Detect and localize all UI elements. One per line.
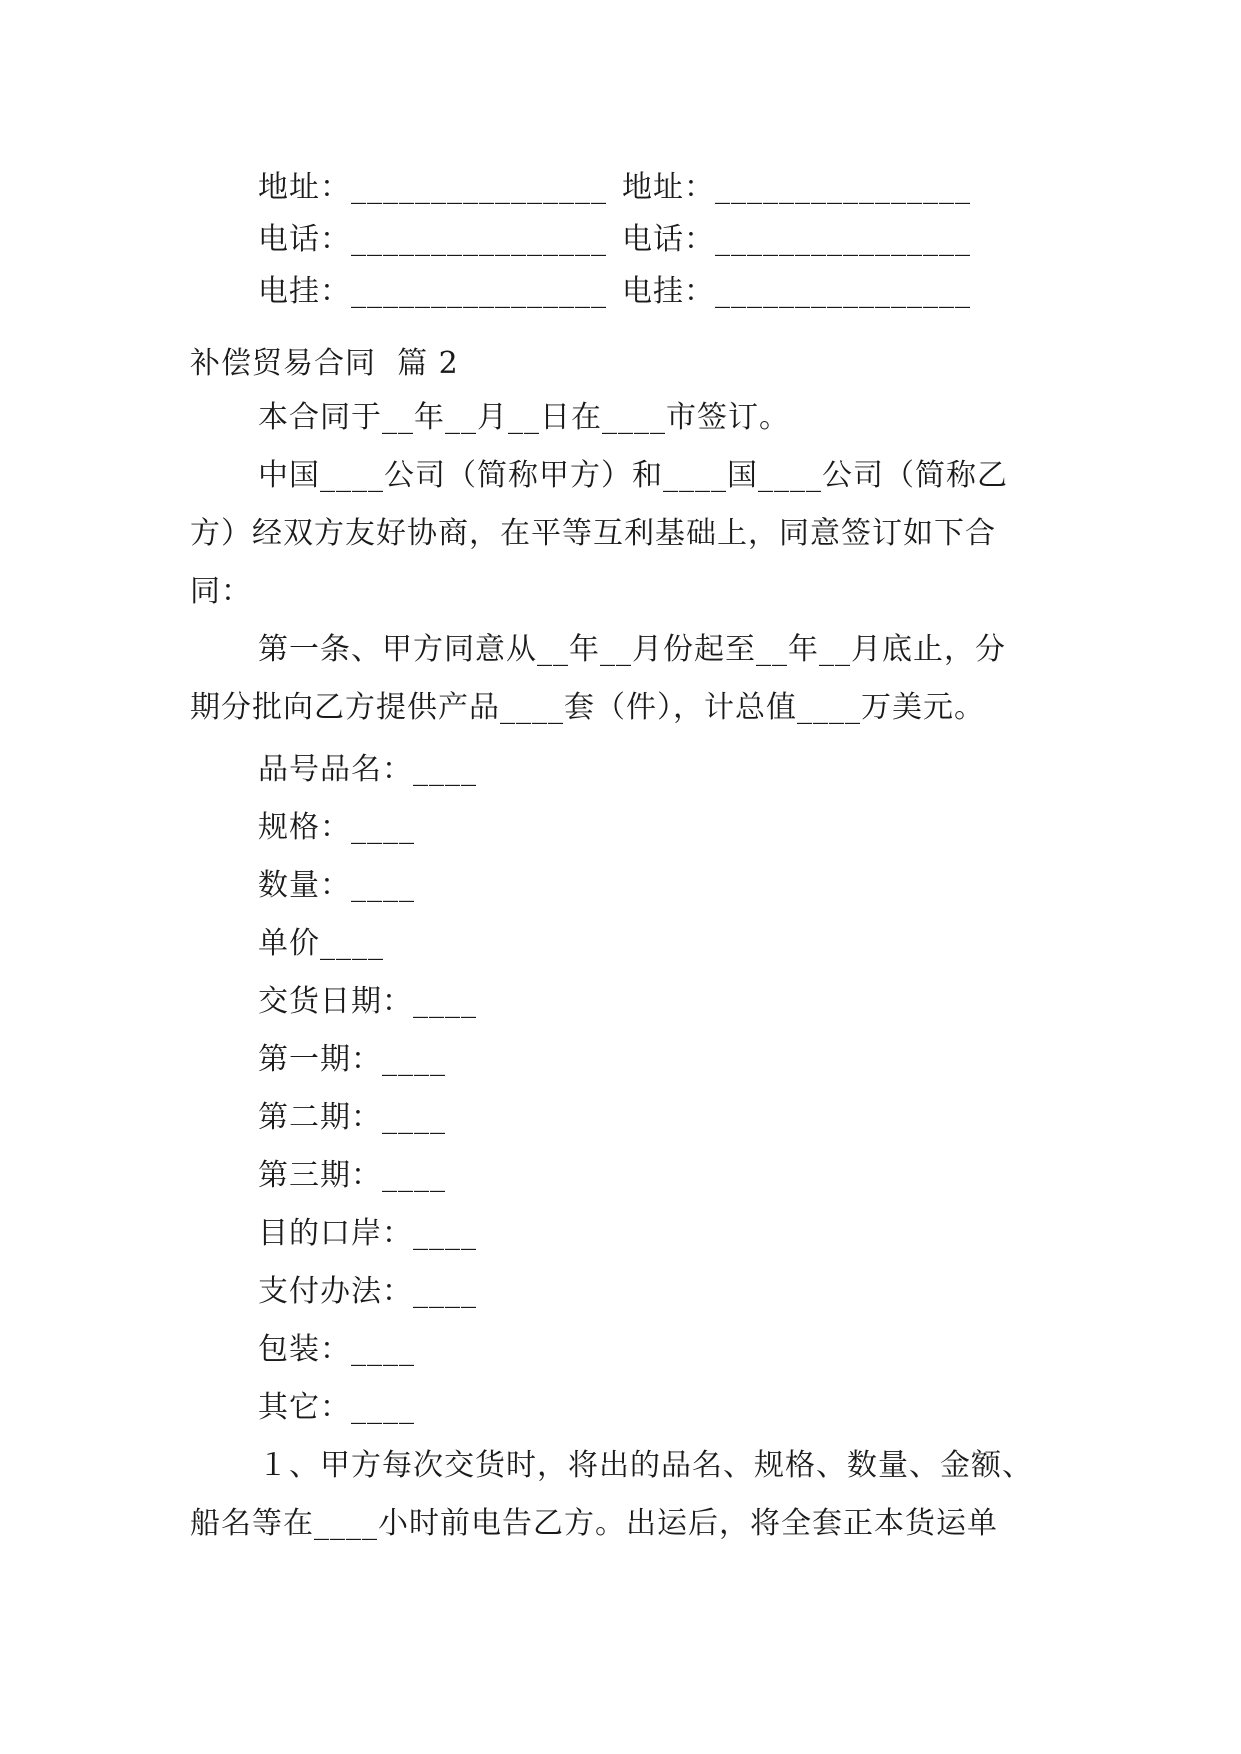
paragraph-line: 船名等在____小时前电告乙方。出运后，将全套正本货运单 [190, 1506, 998, 1541]
cable-left: 电挂：________________ [258, 274, 607, 309]
paragraph-line: 中国____公司（简称甲方）和____国____公司（简称乙 [258, 458, 1008, 493]
field-line: 其它：____ [258, 1390, 415, 1425]
field-line: 第一期：____ [258, 1042, 446, 1077]
address-right: 地址：________________ [622, 170, 971, 205]
field-line: 交货日期：____ [258, 984, 477, 1019]
paragraph-line: 本合同于__年__月__日在____市签订。 [258, 400, 790, 435]
field-line: 第二期：____ [258, 1100, 446, 1135]
paragraph-line: 方）经双方友好协商，在平等互利基础上，同意签订如下合 [190, 516, 996, 551]
address-left: 地址：________________ [258, 170, 607, 205]
paragraph-line: 期分批向乙方提供产品____套（件），计总值____万美元。 [190, 690, 985, 725]
paragraph-line: 第一条、甲方同意从__年__月份起至__年__月底止，分 [258, 632, 1006, 667]
field-line: 数量：____ [258, 868, 415, 903]
phone-right: 电话：________________ [622, 222, 971, 257]
paragraph-line: １、甲方每次交货时，将出的品名、规格、数量、金额、 [258, 1448, 1033, 1483]
field-line: 目的口岸：____ [258, 1216, 477, 1251]
field-line: 单价____ [258, 926, 384, 961]
paragraph-line: 同： [190, 574, 252, 609]
field-line: 包装：____ [258, 1332, 415, 1367]
field-line: 第三期：____ [258, 1158, 446, 1193]
phone-left: 电话：________________ [258, 222, 607, 257]
field-line: 品号品名：____ [258, 752, 477, 787]
cable-right: 电挂：________________ [622, 274, 971, 309]
section-title: 补偿贸易合同 篇 2 [190, 346, 459, 381]
field-line: 规格：____ [258, 810, 415, 845]
field-line: 支付办法：____ [258, 1274, 477, 1309]
